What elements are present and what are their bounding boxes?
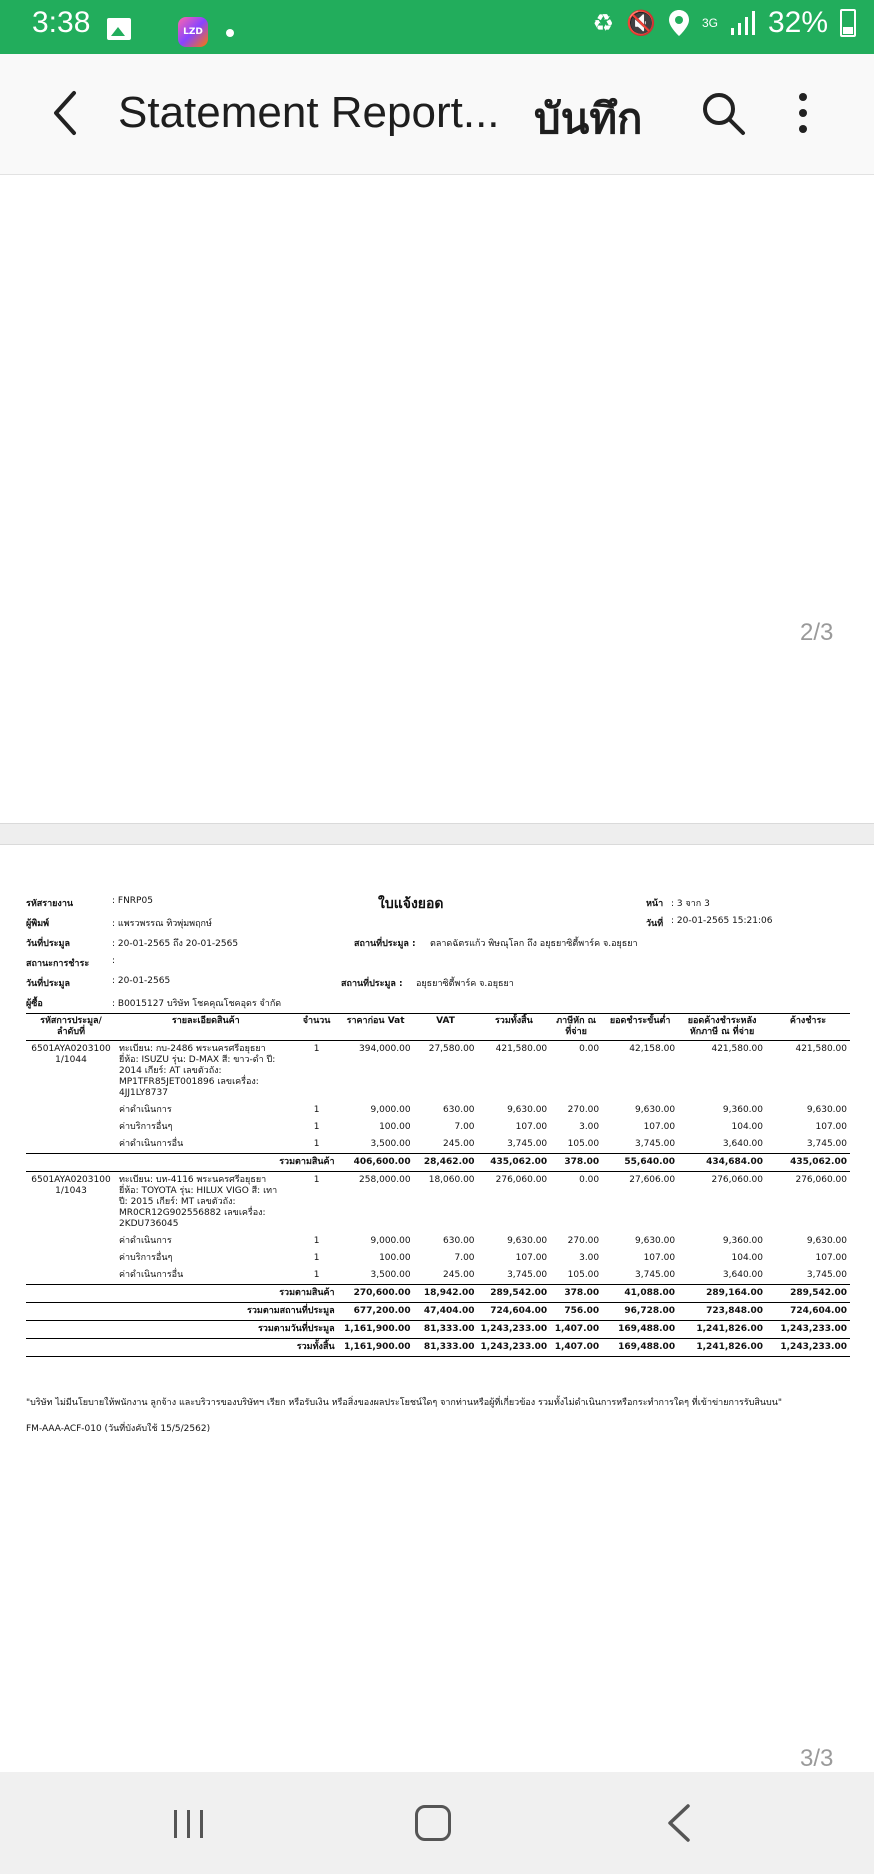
col-header-price: ราคาก่อน Vat [338, 1014, 414, 1041]
auction-place-label: สถานที่ประมูล : [354, 939, 416, 949]
qty: 1 [313, 1236, 320, 1246]
battery-icon [840, 9, 856, 37]
price: 3,500.00 [370, 1139, 411, 1149]
min: 107.00 [643, 1253, 676, 1263]
due: 107.00 [815, 1122, 847, 1132]
header-row-5 [26, 973, 850, 993]
anti-bribery-notice: "บริษัท ไม่มีนโยบายให้พนักงาน ลูกจ้าง และบริวารของบริษัทฯ เรียก หรือรับเงิน หรือสิ่งของผลประโยชน์ใดๆ จากท่านหรือผู้ที่เกี่ยวข้อง รวมทั้งไม่ดำเนินการหรือกระทำการใดๆ ที่เข้าข่ายการรับสินบน" [26, 1398, 783, 1408]
balance: 723,848.00 [678, 1303, 766, 1321]
total: 1,243,233.00 [478, 1321, 551, 1339]
balance: 1,241,826.00 [678, 1339, 766, 1357]
auction-date2: : 20-01-2565 [112, 976, 171, 986]
col-header-total: รวมทั้งสิ้น [478, 1014, 551, 1041]
header-row-6 [26, 993, 850, 1013]
header-row-3 [26, 933, 850, 953]
date-value: : 20-01-2565 15:21:06 [671, 916, 773, 926]
balance: 3,640.00 [722, 1270, 763, 1280]
wht: 105.00 [567, 1139, 600, 1149]
due: 9,630.00 [806, 1236, 847, 1246]
due: 421,580.00 [795, 1044, 847, 1054]
vat: 28,462.00 [414, 1154, 478, 1172]
wht: 270.00 [567, 1236, 600, 1246]
table-row [26, 1250, 850, 1267]
price: 100.00 [379, 1253, 411, 1263]
table-row [26, 1119, 850, 1136]
page-value: : 3 จาก 3 [671, 899, 710, 909]
auction-date2-label: วันที่ประมูล [26, 979, 70, 989]
more-options-icon[interactable] [790, 90, 816, 136]
vat: 18,060.00 [428, 1175, 475, 1185]
auction-code: 6501AYA0203100 1/1043 [31, 1175, 111, 1196]
table-row [26, 1102, 850, 1119]
col-header-min: ยอดชำระขั้นต่ำ [602, 1014, 678, 1041]
lazada-app-icon: LZD [178, 17, 208, 47]
fee-name: ค่าดำเนินการอื่น [118, 1270, 184, 1280]
total: 3,745.00 [507, 1139, 548, 1149]
min: 9,630.00 [635, 1236, 676, 1246]
total: 1,243,233.00 [478, 1339, 551, 1357]
auction-date-label: วันที่ประมูล [26, 939, 70, 949]
recent-apps-icon[interactable] [172, 1808, 206, 1840]
auction-date-range: : 20-01-2565 ถึง 20-01-2565 [112, 939, 239, 949]
date-total-label: รวมตามวันที่ประมูล [116, 1321, 338, 1339]
total: 724,604.00 [478, 1303, 551, 1321]
wht: 3.00 [579, 1122, 600, 1132]
report-code: : FNRP05 [112, 896, 153, 906]
fee-name: ค่าบริการอื่นๆ [118, 1122, 173, 1132]
qty: 1 [313, 1044, 320, 1054]
vat: 27,580.00 [428, 1044, 475, 1054]
min: 96,728.00 [602, 1303, 678, 1321]
balance: 421,580.00 [711, 1044, 763, 1054]
home-icon[interactable] [415, 1805, 451, 1841]
table-header-row [26, 1014, 850, 1041]
total: 421,580.00 [495, 1044, 548, 1054]
header-row-4 [26, 953, 850, 973]
table-row [26, 1233, 850, 1250]
due: 276,060.00 [795, 1175, 847, 1185]
qty: 1 [313, 1105, 320, 1115]
price: 406,600.00 [338, 1154, 414, 1172]
wht: 105.00 [567, 1270, 600, 1280]
price: 258,000.00 [359, 1175, 411, 1185]
due: 3,745.00 [806, 1270, 847, 1280]
header-row-1 [26, 893, 850, 913]
col-header-qty: จำนวน [296, 1014, 338, 1041]
min: 3,745.00 [635, 1270, 676, 1280]
price: 677,200.00 [338, 1303, 414, 1321]
total: 276,060.00 [495, 1175, 548, 1185]
vat: 81,333.00 [414, 1339, 478, 1357]
location-icon [668, 9, 690, 37]
wht: 1,407.00 [550, 1321, 602, 1339]
col-header-wht: ภาษีหัก ณ ที่จ่าย [550, 1014, 602, 1041]
min: 169,488.00 [602, 1321, 678, 1339]
wht: 1,407.00 [550, 1339, 602, 1357]
subtotal-row [26, 1154, 850, 1172]
due: 107.00 [815, 1253, 847, 1263]
min: 42,158.00 [629, 1044, 676, 1054]
vat: 7.00 [454, 1122, 475, 1132]
min: 3,745.00 [635, 1139, 676, 1149]
system-nav-bar [0, 1772, 874, 1874]
report-code-label: รหัสรายงาน [26, 899, 74, 909]
min: 27,606.00 [629, 1175, 676, 1185]
status-time: 3:38 [32, 6, 91, 39]
qty: 1 [313, 1253, 320, 1263]
total: 9,630.00 [507, 1105, 548, 1115]
due: 1,243,233.00 [766, 1321, 850, 1339]
vat: 630.00 [443, 1236, 475, 1246]
price: 1,161,900.00 [338, 1339, 414, 1357]
page-separator [0, 823, 874, 845]
payment-status-label: สถานะการชำระ [26, 959, 90, 969]
balance: 276,060.00 [711, 1175, 763, 1185]
recycle-battery-icon: ♻ [592, 9, 615, 37]
col-header-due: ค้างชำระ [766, 1014, 850, 1041]
form-code: FM-AAA-ACF-010 (วันที่บังคับใช้ 15/5/2562) [26, 1424, 211, 1434]
page-label: หน้า [646, 899, 664, 909]
min: 41,088.00 [602, 1285, 678, 1303]
price: 1,161,900.00 [338, 1321, 414, 1339]
balance: 104.00 [731, 1253, 763, 1263]
place-total-row [26, 1303, 850, 1321]
search-icon[interactable] [700, 90, 746, 136]
nav-back-icon[interactable] [664, 1802, 694, 1844]
printer: : แพรวพรรณ ทิวพุ่มพฤกษ์ [112, 919, 212, 929]
min: 55,640.00 [602, 1154, 678, 1172]
wht: 756.00 [550, 1303, 602, 1321]
grand-total-row [26, 1339, 850, 1357]
date-label: วันที่ [646, 919, 664, 929]
due: 435,062.00 [766, 1154, 850, 1172]
wht: 0.00 [579, 1175, 600, 1185]
price: 3,500.00 [370, 1270, 411, 1280]
date-total-row [26, 1321, 850, 1339]
save-button[interactable]: บันทึก [534, 94, 643, 143]
auction-code: 6501AYA0203100 1/1044 [31, 1044, 111, 1065]
balance: 104.00 [731, 1122, 763, 1132]
vat: 81,333.00 [414, 1321, 478, 1339]
wht: 3.00 [579, 1253, 600, 1263]
balance: 289,164.00 [678, 1285, 766, 1303]
wht: 270.00 [567, 1105, 600, 1115]
gallery-icon [107, 18, 131, 40]
wht: 378.00 [550, 1154, 602, 1172]
total: 289,542.00 [478, 1285, 551, 1303]
network-type: 3G [701, 16, 718, 30]
price: 270,600.00 [338, 1285, 414, 1303]
subtotal-label: รวมตามสินค้า [116, 1154, 338, 1172]
balance: 434,684.00 [678, 1154, 766, 1172]
auction-place2-label: สถานที่ประมูล : [341, 979, 403, 989]
col-header-detail: รายละเอียดสินค้า [116, 1014, 296, 1041]
pdf-viewer[interactable] [0, 175, 874, 1772]
auction-place2: อยุธยาซิตี้พาร์ค จ.อยุธยา [416, 979, 514, 989]
col-header-vat: VAT [414, 1014, 478, 1041]
vat: 18,942.00 [414, 1285, 478, 1303]
qty: 1 [313, 1175, 320, 1185]
page-title: Statement Report... [118, 88, 500, 137]
item-detail: ทะเบียน: บห-4116 พระนครศรีอยุธยา ยี่ห้อ: TOYOTA รุ่น: HILUX VIGO สี: เทา ปี: 2015 เกียร์: MT เลขตัวถัง: MR0CR12G902556882 เลขเครื่อง: 2KDU736045 [118, 1175, 278, 1229]
total: 435,062.00 [478, 1154, 551, 1172]
subtotal-row [26, 1285, 850, 1303]
balance: 9,360.00 [722, 1236, 763, 1246]
total: 107.00 [515, 1253, 548, 1263]
total: 9,630.00 [507, 1236, 548, 1246]
payment-status: : [112, 956, 116, 966]
buyer-label: ผู้ซื้อ [26, 999, 43, 1009]
app-bar [0, 54, 874, 175]
item-detail: ทะเบียน: กบ-2486 พระนครศรีอยุธยา ยี่ห้อ: ISUZU รุ่น: D-MAX สี: ขาว-ดำ ปี: 2014 เกียร์: AT เลขตัวถัง: MP1TFR85JET001896 เลขเครื่อง: 4JJ1LY8737 [118, 1044, 276, 1098]
due: 1,243,233.00 [766, 1339, 850, 1357]
balance: 3,640.00 [722, 1139, 763, 1149]
page-indicator-2: 2/3 [800, 619, 834, 646]
vat: 7.00 [454, 1253, 475, 1263]
col-header-balance: ยอดค้างชำระหลัง หักภาษี ณ ที่จ่าย [678, 1014, 766, 1041]
table-row [26, 1172, 850, 1234]
table-row [26, 1136, 850, 1154]
header-row-2 [26, 913, 850, 933]
price: 100.00 [379, 1122, 411, 1132]
price: 9,000.00 [370, 1236, 411, 1246]
vat: 245.00 [443, 1270, 475, 1280]
page-indicator-3: 3/3 [800, 1745, 834, 1772]
buyer: : B0015127 บริษัท โชคคุณโชคอุดร จำกัด [112, 999, 282, 1009]
balance: 1,241,826.00 [678, 1321, 766, 1339]
place-total-label: รวมตามสถานที่ประมูล [116, 1303, 338, 1321]
due: 289,542.00 [766, 1285, 850, 1303]
col-header-code: รหัสการประมูล/ ลำดับที่ [26, 1014, 116, 1041]
total: 107.00 [515, 1122, 548, 1132]
due: 724,604.00 [766, 1303, 850, 1321]
back-arrow-icon[interactable] [42, 88, 92, 138]
due: 9,630.00 [806, 1105, 847, 1115]
status-bar [0, 0, 874, 54]
fee-name: ค่าบริการอื่นๆ [118, 1253, 173, 1263]
wht: 0.00 [579, 1044, 600, 1054]
due: 3,745.00 [806, 1139, 847, 1149]
fee-name: ค่าดำเนินการ [118, 1236, 172, 1246]
wht: 378.00 [550, 1285, 602, 1303]
grand-total-label: รวมทั้งสิ้น [116, 1339, 338, 1357]
notification-dot-icon [226, 29, 234, 37]
min: 169,488.00 [602, 1339, 678, 1357]
price: 394,000.00 [359, 1044, 411, 1054]
subtotal-label: รวมตามสินค้า [116, 1285, 338, 1303]
table-row [26, 1267, 850, 1285]
vat: 245.00 [443, 1139, 475, 1149]
fee-name: ค่าดำเนินการ [118, 1105, 172, 1115]
statement-title: ใบแจ้งยอด [378, 896, 444, 912]
min: 9,630.00 [635, 1105, 676, 1115]
table-row [26, 1041, 850, 1103]
printer-label: ผู้พิมพ์ [26, 919, 50, 929]
qty: 1 [313, 1139, 320, 1149]
status-indicators [593, 6, 856, 40]
qty: 1 [313, 1122, 320, 1132]
total: 3,745.00 [507, 1270, 548, 1280]
price: 9,000.00 [370, 1105, 411, 1115]
vat: 47,404.00 [414, 1303, 478, 1321]
auction-place-range: ตลาดฉัตรแก้ว พิษณุโลก ถึง อยุธยาซิตี้พาร์ค จ.อยุธยา [430, 939, 638, 949]
battery-percent: 32% [767, 6, 828, 39]
fee-name: ค่าดำเนินการอื่น [118, 1139, 184, 1149]
statement-document [26, 893, 850, 1434]
balance: 9,360.00 [722, 1105, 763, 1115]
vat: 630.00 [443, 1105, 475, 1115]
min: 107.00 [643, 1122, 676, 1132]
statement-table [26, 1013, 850, 1357]
signal-icon [730, 10, 756, 36]
mute-icon: 🔇 [626, 9, 656, 37]
qty: 1 [313, 1270, 320, 1280]
